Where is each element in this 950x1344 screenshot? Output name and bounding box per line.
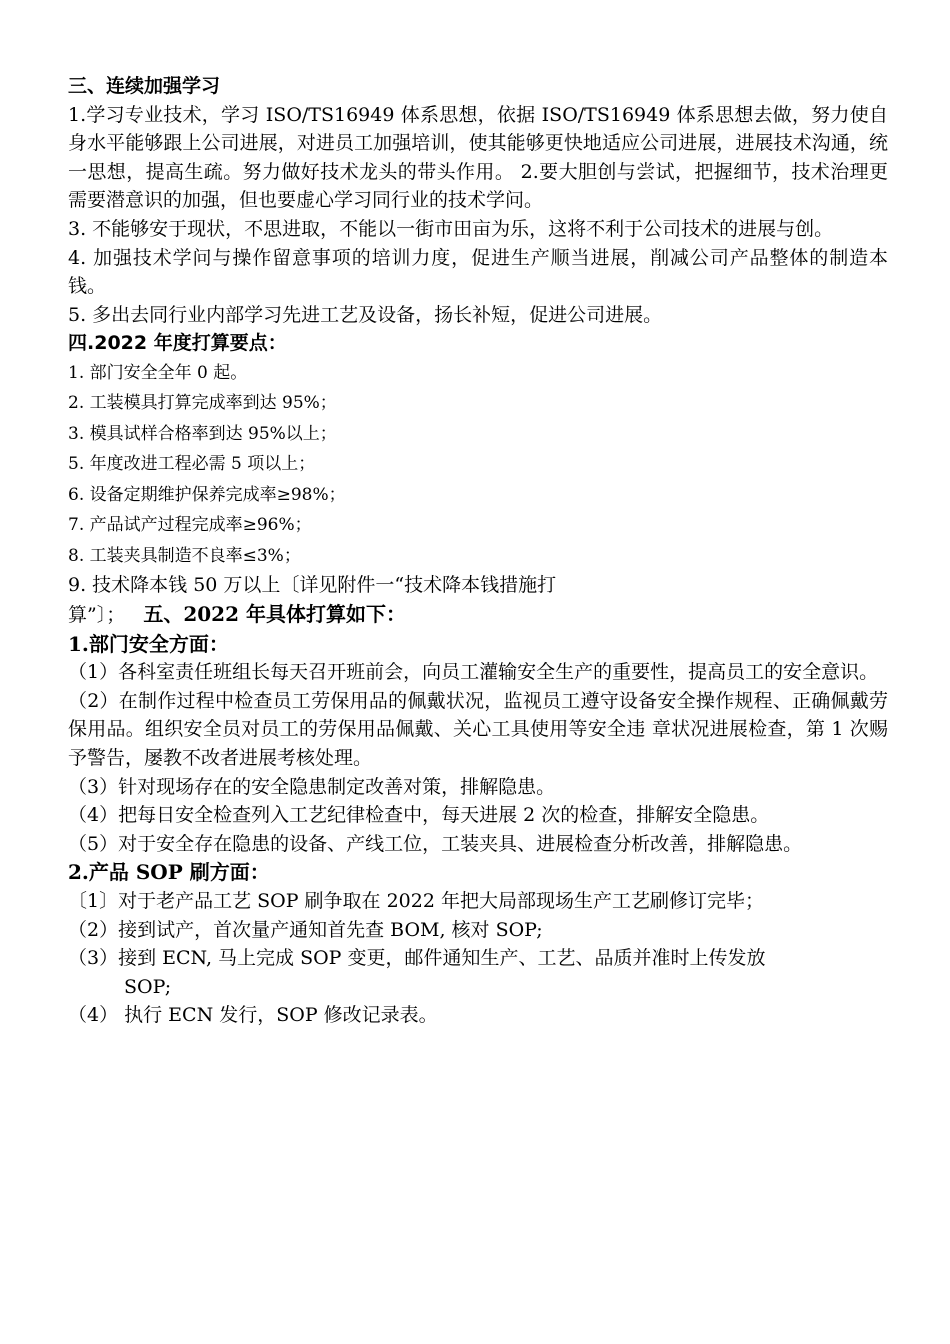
section-3-item-5: 5. 多出去同行业内部学习先进工艺及设备，扬长补短，促进公司进展。 bbox=[68, 303, 663, 326]
plan-item: 1. 部门安全全年 0 起。 bbox=[68, 362, 248, 383]
plan-item-9-end: 算”〕； bbox=[68, 604, 126, 627]
safety-heading: 1.部门安全方面： bbox=[68, 631, 229, 656]
safety-item: （5）对于安全存在隐患的设备、产线工位，工装夹具、进展检查分析改善，排解隐患。 bbox=[68, 832, 803, 855]
plan-item: 3. 模具试样合格率到达 95%以上； bbox=[68, 423, 337, 444]
section-3-item-4: 4. 加强技术学问与操作留意事项的培训力度，促进生产顺当进展，削减公司产品整体的制造本钱。 bbox=[68, 246, 888, 298]
safety-item: （2）在制作过程中检查员工劳保用品的佩戴状况，监视员工遵守设备安全操作规程、正确佩戴劳保用品。组织安全员对员工的劳保用品佩戴、关心工具使用等安全违 章状况进展检查，第 1 次赐予警告，屡教不改者进展考核处理。 bbox=[68, 689, 888, 769]
safety-item: （4）把每日安全检查列入工艺纪律检查中，每天进展 2 次的检查，排解安全隐患。 bbox=[68, 804, 770, 827]
document-page bbox=[68, 72, 888, 1030]
section-5-heading: 五、2022 年具体打算如下： bbox=[143, 602, 406, 627]
plan-item-9-cont bbox=[68, 600, 888, 630]
sop-item: 〔1〕对于老产品工艺 SOP 刷争取在 2022 年把大局部现场生产工艺刷修订完毕； bbox=[68, 889, 764, 912]
sop-item: （4） 执行 ECN 发行，SOP 修改记录表。 bbox=[68, 1004, 438, 1027]
safety-item: （3）针对现场存在的安全隐患制定改善对策，排解隐患。 bbox=[68, 775, 556, 798]
plan-item: 7. 产品试产过程完成率≥96%； bbox=[68, 515, 312, 536]
plan-item: 2. 工装模具打算完成率到达 95%； bbox=[68, 393, 337, 414]
sop-heading: 2.产品 SOP 刷方面： bbox=[68, 860, 270, 885]
plan-item-9: 9. 技术降本钱 50 万以上〔详见附件一“技术降本钱措施打 bbox=[68, 574, 557, 597]
plan-item: 5. 年度改进工程必需 5 项以上； bbox=[68, 454, 316, 475]
section-3-heading: 三、连续加强学习 bbox=[68, 75, 221, 97]
section-3-item-1: 1.学习专业技术，学习 ISO/TS16949 体系思想，依据 ISO/TS16949 体系思想去做，努力使自身水平能够跟上公司进展，对进员工加强培训，使其能够更快地适应公司进展，进展技术沟通，统一思想，提高生疏。努力做好技术龙头的带头作用。 2.要大胆创与尝试，把握细节，技术治理更需要潜意识的加强，但也要虚心学习同行业的技术学问。 bbox=[68, 103, 888, 212]
plan-item: 6. 设备定期维护保养完成率≥98%； bbox=[68, 484, 346, 505]
safety-item: （1）各科室责任班组长每天召开班前会，向员工灌输安全生产的重要性，提高员工的安全意识。 bbox=[68, 661, 879, 684]
plan-item: 8. 工装夹具制造不良率≤3%； bbox=[68, 545, 301, 566]
section-4-heading: 四.2022 年度打算要点： bbox=[68, 332, 287, 355]
sop-item: （2）接到试产，首次量产通知首先查 BOM, 核对 SOP; bbox=[68, 918, 543, 941]
sop-item-cont: SOP; bbox=[124, 975, 172, 998]
sop-item: （3）接到 ECN, 马上完成 SOP 变更，邮件通知生产、工艺、品质并准时上传发放 bbox=[68, 947, 766, 970]
section-3-item-3: 3. 不能够安于现状，不思进取，不能以一街市田亩为乐，这将不利于公司技术的进展与创。 bbox=[68, 217, 834, 240]
